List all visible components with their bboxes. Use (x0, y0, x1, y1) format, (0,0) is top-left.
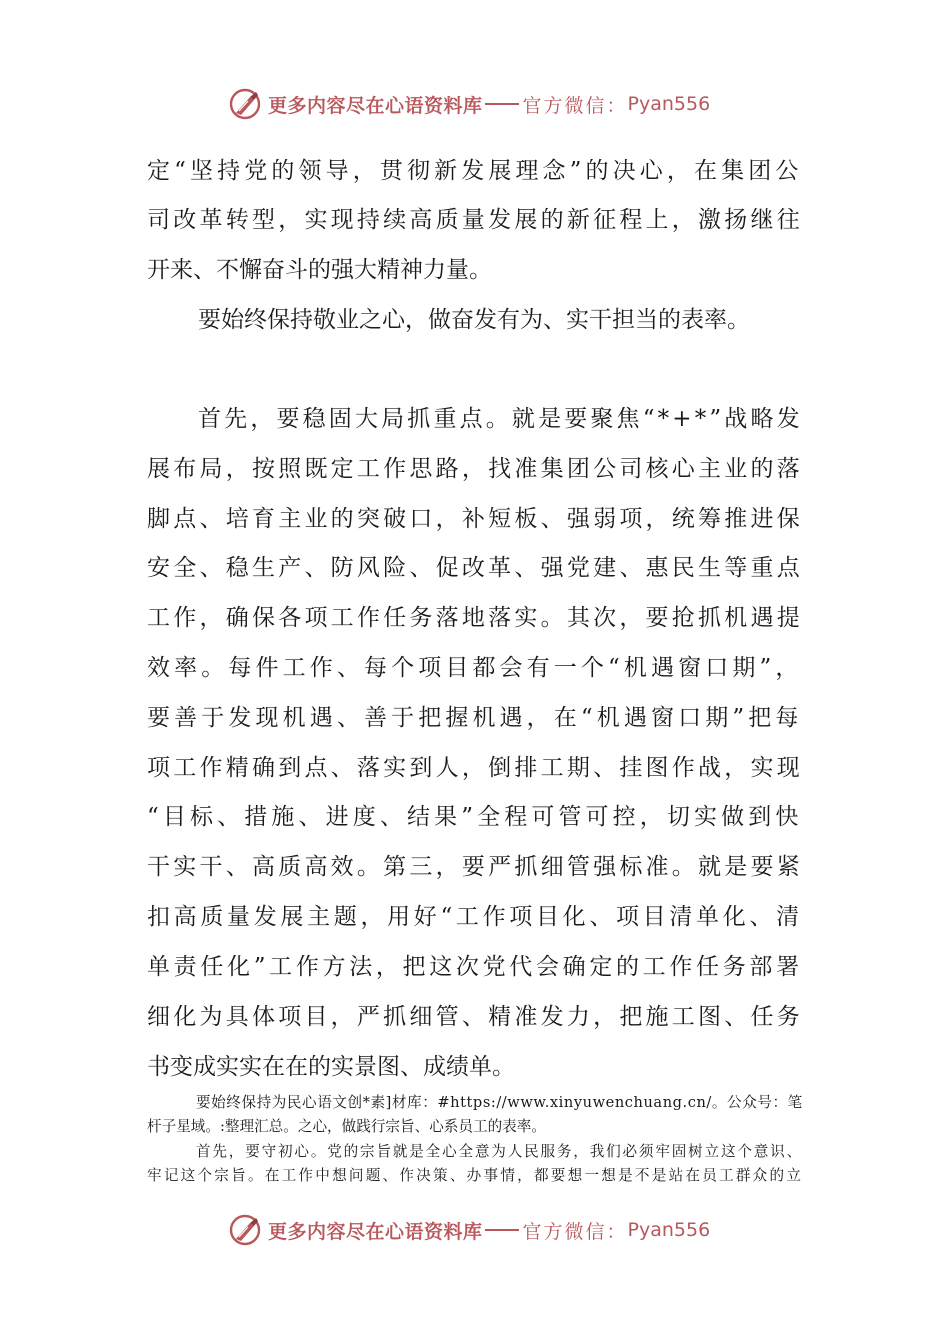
body-line: 书变成实实在在的实景图、成绩单。 (147, 1054, 515, 1080)
banner-divider (485, 1229, 519, 1231)
body-line: 扣高质量发展主题，用好“工作项目化、项目清单化、清 (147, 904, 803, 930)
body-line: 开来、不懈奋斗的强大精神力量。 (147, 257, 492, 283)
body-line: 司改革转型，实现持续高质量发展的新征程上，激扬继往 (147, 207, 803, 233)
banner-wechat-label: 官方微信： (522, 94, 628, 117)
body-line: 脚点、培育主业的突破口，补短板、强弱项，统筹推进保 (147, 506, 803, 532)
body-line: “目标、措施、进度、结果”全程可管可控，切实做到快 (147, 804, 803, 830)
pen-nib-logo-icon (228, 1213, 262, 1247)
body-line: 定“坚持党的领导，贯彻新发展理念”的决心，在集团公 (147, 158, 803, 184)
header-banner (228, 84, 710, 124)
banner-divider (485, 103, 519, 105)
body-line: 单责任化”工作方法，把这次党代会确定的工作任务部署 (147, 954, 803, 980)
banner-title: 更多内容尽在心语资料库 (268, 94, 483, 117)
body-line: 要善于发现机遇、善于把握机遇，在“机遇窗口期”把每 (147, 705, 803, 731)
body-line: 效率。每件工作、每个项目都会有一个“机遇窗口期”， (147, 655, 803, 681)
small-line: 牢记这个宗旨。在工作中想问题、作决策、办事情，都要想一想是不是站在员工群众的立 (147, 1167, 804, 1184)
banner-title: 更多内容尽在心语资料库 (268, 1220, 483, 1243)
footer-banner (228, 1210, 710, 1250)
body-line: 展布局，按照既定工作思路，找准集团公司核心主业的落 (147, 456, 803, 482)
body-line: 项工作精确到点、落实到人，倒排工期、挂图作战，实现 (147, 755, 803, 781)
small-line: 要始终保持为民心语文创*素]材库：#https://www.xinyuwenchuang.cn/。公众号：笔 (196, 1094, 803, 1111)
pen-nib-logo-icon (228, 87, 262, 121)
body-line: 要始终保持敬业之心，做奋发有为、实干担当的表率。 (198, 307, 750, 333)
body-line: 安全、稳生产、防风险、促改革、强党建、惠民生等重点 (147, 555, 803, 581)
small-line: 杆子星域。:整理汇总。之心，做践行宗旨、心系员工的表率。 (147, 1118, 546, 1135)
banner-wechat-id: Pyan556 (627, 1219, 711, 1241)
small-line: 首先，要守初心。党的宗旨就是全心全意为人民服务，我们必须牢固树立这个意识、 (196, 1143, 803, 1160)
body-line: 细化为具体项目，严抓细管、精准发力，把施工图、任务 (147, 1004, 803, 1030)
body-line: 首先，要稳固大局抓重点。就是要聚焦“*+*”战略发 (198, 406, 803, 432)
banner-wechat-id: Pyan556 (627, 93, 711, 115)
body-line: 工作，确保各项工作任务落地落实。其次，要抢抓机遇提 (147, 605, 803, 631)
body-line: 干实干、高质高效。第三，要严抓细管强标准。就是要紧 (147, 854, 803, 880)
banner-wechat-label: 官方微信： (522, 1220, 628, 1243)
